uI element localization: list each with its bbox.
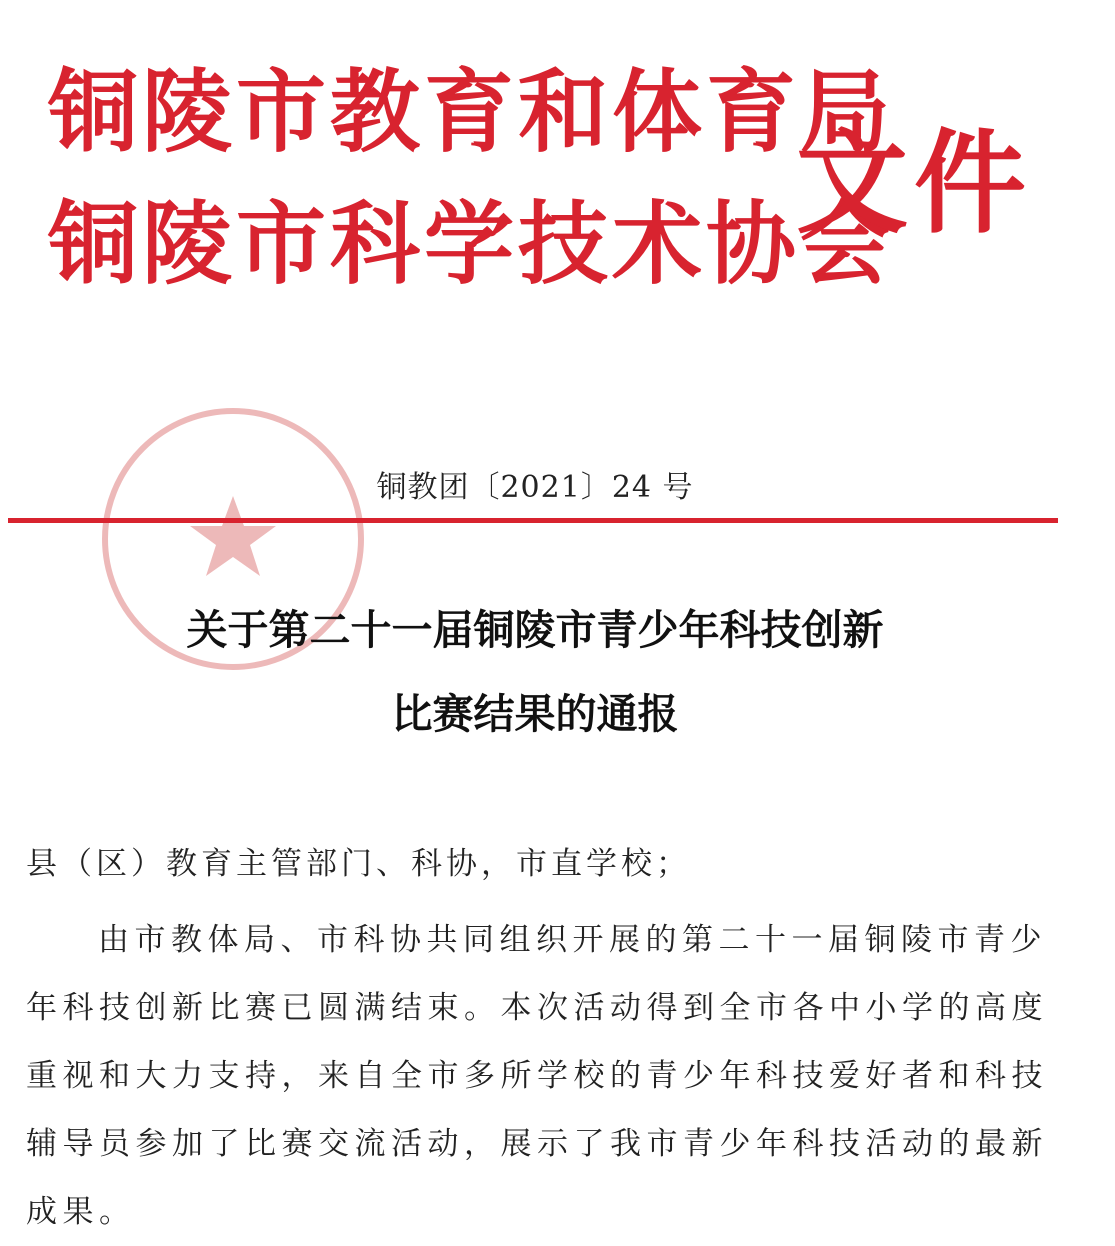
red-divider	[8, 518, 1058, 523]
seal-star-icon	[190, 496, 276, 576]
body-line: 年科技创新比赛已圆满结束。本次活动得到全市各中小学的高度	[26, 990, 1048, 1026]
recipients: 县（区）教育主管部门、科协，市直学校；	[26, 846, 691, 882]
issuer-line-2: 铜陵市科学技术协会	[48, 192, 894, 297]
document-title-line-1: 关于第二十一届铜陵市青少年科技创新	[186, 606, 884, 654]
body-line: 辅导员参加了比赛交流活动，展示了我市青少年科技活动的最新	[26, 1126, 1048, 1162]
document-title-line-2: 比赛结果的通报	[391, 690, 679, 738]
document-number: 铜教团〔2021〕24 号	[376, 470, 694, 505]
body-line: 由市教体局、市科协共同组织开展的第二十一届铜陵市青少	[98, 922, 1047, 958]
body-line: 成果。	[26, 1194, 136, 1230]
issuer-line-1: 铜陵市教育和体育局	[48, 60, 894, 165]
body-paragraph	[26, 906, 1050, 1246]
body-line: 重视和大力支持，来自全市多所学校的青少年科技爱好者和科技	[26, 1058, 1048, 1094]
header-suffix: 文件	[796, 119, 1032, 249]
